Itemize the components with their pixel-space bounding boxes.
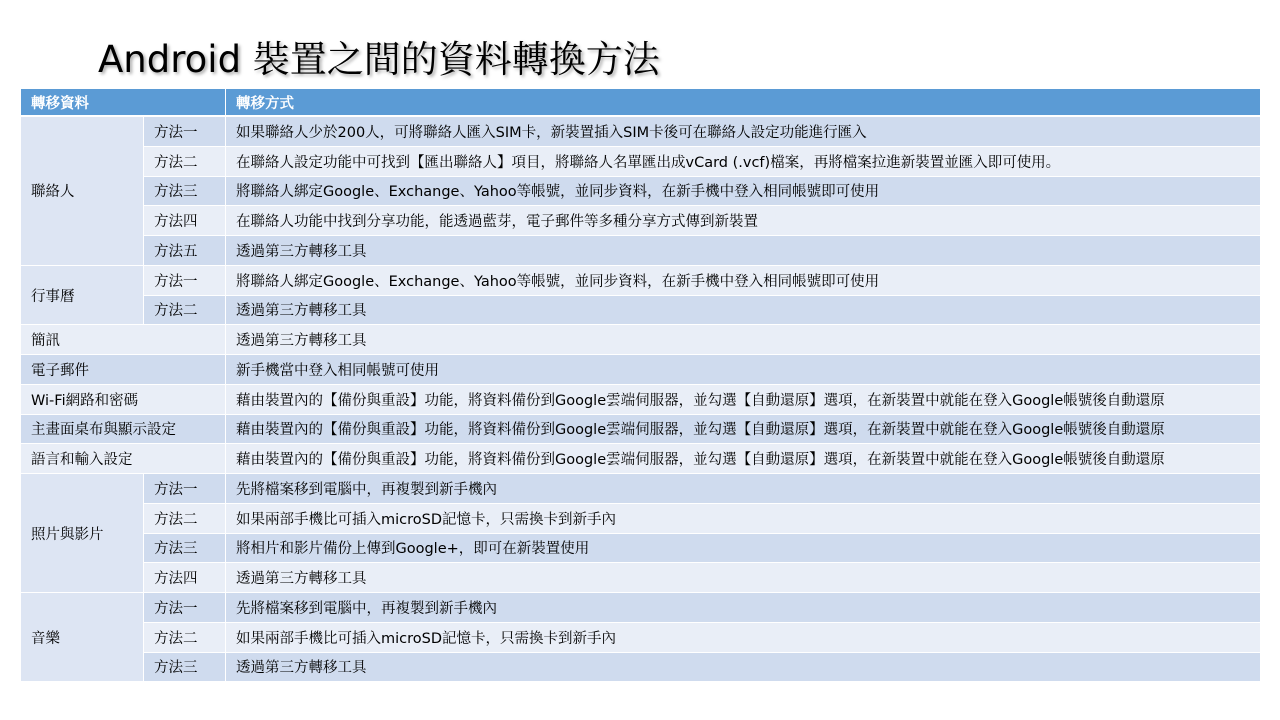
description-cell: 在聯絡人設定功能中可找到【匯出聯絡人】項目，將聯絡人名單匯出成vCard (.vcf)檔案，再將檔案拉進新裝置並匯入即可使用。 [226, 146, 1261, 176]
table-row [21, 593, 1261, 623]
table-row [21, 236, 1261, 266]
description-cell: 如果聯絡人少於200人，可將聯絡人匯入SIM卡，新裝置插入SIM卡後可在聯絡人設定功能進行匯入 [226, 116, 1261, 146]
description-cell: 藉由裝置內的【備份與重設】功能，將資料備份到Google雲端伺服器，並勾選【自動還原】選項，在新裝置中就能在登入Google帳號後自動還原 [226, 414, 1261, 444]
slide-title: Android 裝置之間的資料轉換方法 [98, 38, 660, 81]
description-cell: 將相片和影片備份上傳到Google+，即可在新裝置使用 [226, 533, 1261, 563]
table-row [21, 325, 1261, 355]
category-cell: 簡訊 [21, 325, 226, 355]
table-row [21, 206, 1261, 236]
method-cell: 方法二 [144, 146, 226, 176]
table-row [21, 414, 1261, 444]
table-row [21, 503, 1261, 533]
method-cell: 方法一 [144, 265, 226, 295]
method-cell: 方法三 [144, 176, 226, 206]
description-cell: 如果兩部手機比可插入microSD記憶卡，只需換卡到新手內 [226, 622, 1261, 652]
method-cell: 方法一 [144, 593, 226, 623]
category-cell: 照片與影片 [21, 474, 144, 593]
description-cell: 透過第三方轉移工具 [226, 236, 1261, 266]
table-row [21, 533, 1261, 563]
method-cell: 方法一 [144, 474, 226, 504]
table-row [21, 116, 1261, 146]
description-cell: 透過第三方轉移工具 [226, 563, 1261, 593]
description-cell: 將聯絡人綁定Google、Exchange、Yahoo等帳號，並同步資料，在新手機中登入相同帳號即可使用 [226, 176, 1261, 206]
category-cell: 主畫面桌布與顯示設定 [21, 414, 226, 444]
table-row [21, 474, 1261, 504]
description-cell: 透過第三方轉移工具 [226, 295, 1261, 325]
description-cell: 如果兩部手機比可插入microSD記憶卡，只需換卡到新手內 [226, 503, 1261, 533]
method-cell: 方法三 [144, 652, 226, 682]
category-cell: 電子郵件 [21, 355, 226, 385]
description-cell: 藉由裝置內的【備份與重設】功能，將資料備份到Google雲端伺服器，並勾選【自動還原】選項，在新裝置中就能在登入Google帳號後自動還原 [226, 384, 1261, 414]
method-cell: 方法二 [144, 295, 226, 325]
table-row [21, 622, 1261, 652]
method-cell: 方法四 [144, 563, 226, 593]
method-cell: 方法五 [144, 236, 226, 266]
description-cell: 透過第三方轉移工具 [226, 325, 1261, 355]
table-row [21, 146, 1261, 176]
description-cell: 藉由裝置內的【備份與重設】功能，將資料備份到Google雲端伺服器，並勾選【自動還原】選項，在新裝置中就能在登入Google帳號後自動還原 [226, 444, 1261, 474]
category-cell: 行事曆 [21, 265, 144, 325]
category-cell: 語言和輸入設定 [21, 444, 226, 474]
header-transfer-method: 轉移方式 [226, 89, 1261, 117]
description-cell: 先將檔案移到電腦中，再複製到新手機內 [226, 593, 1261, 623]
description-cell: 透過第三方轉移工具 [226, 652, 1261, 682]
method-cell: 方法三 [144, 533, 226, 563]
table-row [21, 384, 1261, 414]
table-row [21, 355, 1261, 385]
category-cell: Wi-Fi網路和密碼 [21, 384, 226, 414]
category-cell: 聯絡人 [21, 116, 144, 265]
transfer-methods-table [20, 88, 1261, 682]
header-data-type: 轉移資料 [21, 89, 226, 117]
method-cell: 方法二 [144, 622, 226, 652]
table-header-row [21, 89, 1261, 117]
description-cell: 先將檔案移到電腦中，再複製到新手機內 [226, 474, 1261, 504]
method-cell: 方法二 [144, 503, 226, 533]
table-row [21, 563, 1261, 593]
description-cell: 將聯絡人綁定Google、Exchange、Yahoo等帳號，並同步資料，在新手機中登入相同帳號即可使用 [226, 265, 1261, 295]
method-cell: 方法四 [144, 206, 226, 236]
table-row [21, 652, 1261, 682]
method-cell: 方法一 [144, 116, 226, 146]
table-row [21, 265, 1261, 295]
category-cell: 音樂 [21, 593, 144, 682]
description-cell: 新手機當中登入相同帳號可使用 [226, 355, 1261, 385]
description-cell: 在聯絡人功能中找到分享功能，能透過藍芽，電子郵件等多種分享方式傳到新裝置 [226, 206, 1261, 236]
table-row [21, 295, 1261, 325]
table-row [21, 444, 1261, 474]
table-row [21, 176, 1261, 206]
